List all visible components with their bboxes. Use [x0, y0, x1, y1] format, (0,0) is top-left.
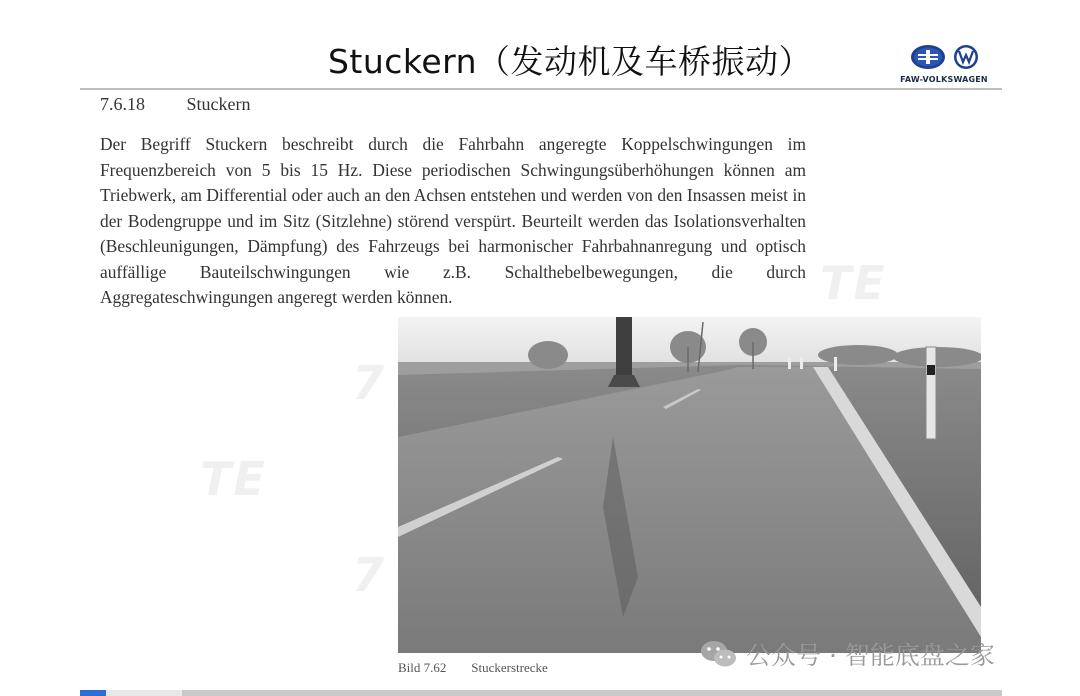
- slide-title: Stuckern（发动机及车桥振动）: [327, 42, 813, 81]
- faint-watermark: 7: [352, 548, 387, 602]
- faw-vw-logos-icon: [902, 42, 992, 74]
- road-photo-illustration: [398, 317, 981, 653]
- section-title: Stuckern: [186, 94, 251, 114]
- body-paragraph: Der Begriff Stuckern beschreibt durch die Fahrbahn angeregte Koppelschwingungen im Frequenzbereich von 5 bis 15 Hz. Diese periodischen Schwingungsüberhöhungen können am Triebwerk, am Differential oder auch an den Achsen entstehen und werden von den Insassen meist in der Bodengruppe und im Sitz (Sitzlehne) störend verspürt. Beurteilt werden das Isolationsverhalten (Beschleunigungen, Dämpfung) des Fahrzeugs bei harmonischer Fahrbahnanregung und optisch auffällige Bauteilschwingungen wie z.B. Schalthebelbewegungen, die durch Aggregateschwingungen angeregt werden können.: [100, 134, 806, 307]
- caption-number: Bild 7.62: [398, 660, 447, 675]
- faint-watermark: 7: [352, 356, 387, 410]
- road-photo: [398, 317, 981, 653]
- footer-bar: [80, 690, 1002, 696]
- footer-accent: [80, 690, 106, 696]
- section-number: 7.6.18: [100, 94, 145, 114]
- faint-watermark: TE: [200, 452, 267, 506]
- wechat-watermark-text: 公众号 · 智能底盘之家: [746, 641, 995, 670]
- footer-accent-light: [106, 690, 182, 696]
- title-rule: [80, 88, 1002, 90]
- brand-logo: [894, 42, 994, 88]
- faint-watermark: TE: [820, 256, 887, 310]
- brand-text: FAW-VOLKSWAGEN: [900, 75, 988, 84]
- wechat-icon: [700, 639, 738, 669]
- section-heading: [100, 94, 250, 115]
- figure-caption: [398, 660, 548, 676]
- caption-text: Stuckerstrecke: [471, 660, 548, 675]
- wechat-watermark: [700, 638, 995, 670]
